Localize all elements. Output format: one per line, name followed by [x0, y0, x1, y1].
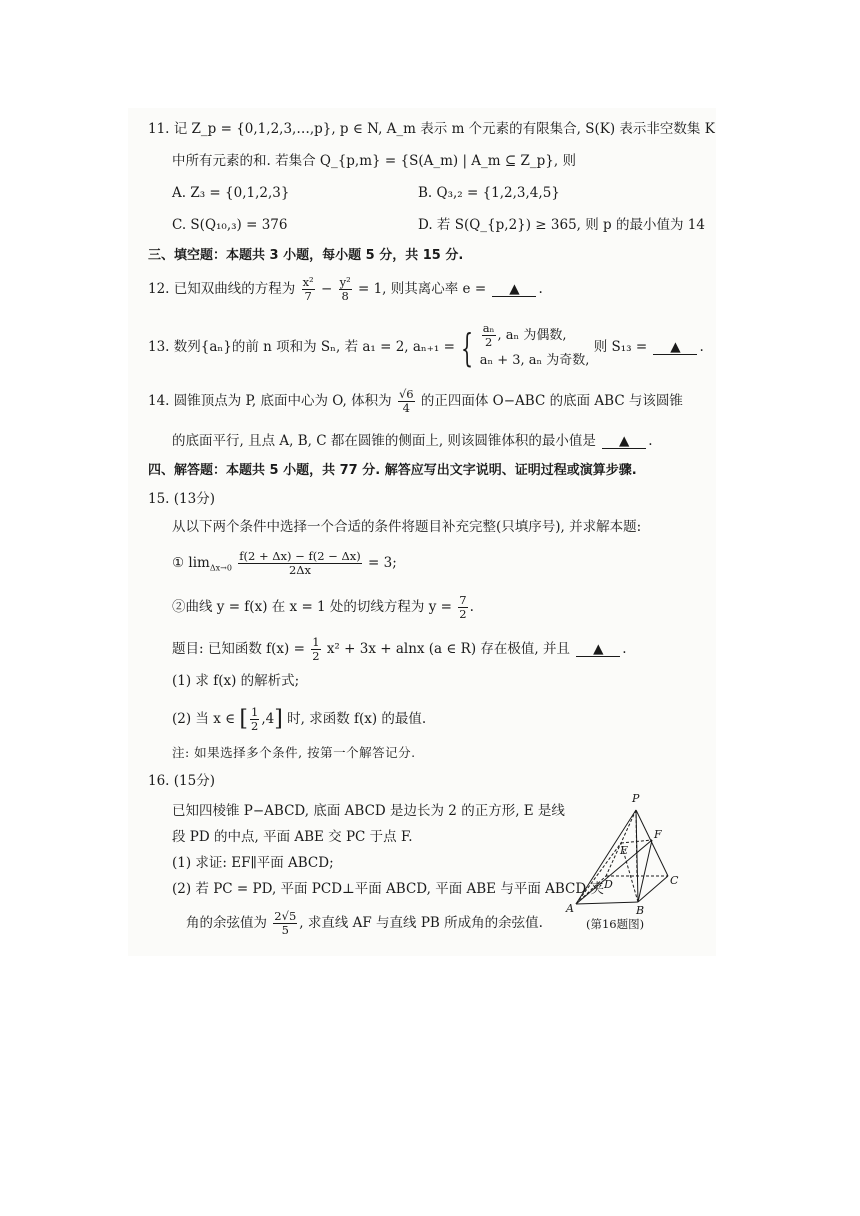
q13-case-odd: aₙ + 3, aₙ 为奇数,: [479, 353, 590, 368]
q14-fraction-num: √6: [398, 387, 414, 401]
label-C: C: [670, 874, 679, 887]
q13-case-even-text: , aₙ 为偶数,: [497, 328, 567, 343]
q15-c2-num: 7: [459, 593, 467, 607]
q15-c2-post: .: [469, 599, 474, 615]
q15-c2-den: 2: [459, 607, 467, 621]
q16-line2: 段 PD 的中点, 平面 ABE 交 PC 于点 F.: [172, 829, 413, 845]
q15-condition-1: [172, 550, 397, 578]
q11-line2: 中所有元素的和. 若集合 Q_{p,m} = {S(A_m) | A_m ⊆ Z_p}, 则: [172, 153, 576, 169]
edge-AE: [576, 843, 621, 904]
section-4-heading: 四、解答题：本题共 5 小题，共 77 分. 解答应写出文字说明、证明过程或演算步骤.: [148, 463, 637, 478]
q13-text-after: 则 S₁₃ =: [593, 339, 648, 355]
q13-case-fraction-num: aₙ: [482, 321, 495, 335]
q16-fraction-den: 5: [281, 923, 289, 937]
q13-brace: {: [461, 325, 474, 370]
q15-p2-den: 2: [251, 719, 259, 733]
q13-period: .: [699, 339, 704, 355]
q12-fraction-y: [339, 276, 352, 303]
label-F: F: [654, 828, 662, 841]
q12-minus: −: [316, 281, 337, 297]
q12-fraction-x-num: x²: [302, 275, 314, 289]
q15-condition-1-fraction: [238, 550, 362, 577]
q16-l5-text: 角的余弦值为: [186, 915, 267, 931]
q13-case-fraction: [482, 322, 496, 349]
label-D: D: [604, 878, 613, 891]
edge-PC: [636, 810, 668, 876]
q15-c2-text: ②曲线 y = f(x) 在 x = 1 处的切线方程为 y =: [172, 599, 452, 615]
q15-heading: 15. (13分): [148, 491, 215, 507]
q15-p2-text-after: 时, 求函数 f(x) 的最值.: [287, 711, 427, 727]
q13-case-fraction-den: 2: [484, 335, 493, 349]
q15-period: .: [622, 641, 627, 657]
label-E: E: [620, 844, 629, 857]
label-P: P: [632, 792, 640, 805]
q12-period: .: [538, 281, 543, 297]
edge-AF: [576, 840, 652, 904]
q16-fraction: [273, 910, 297, 937]
q12-text: 12. 已知双曲线的方程为: [148, 281, 296, 297]
q11-option-c: C. S(Q₁₀,₃) = 376: [172, 217, 288, 233]
q11-option-b: B. Q₃,₂ = {1,2,3,4,5}: [418, 185, 560, 201]
q13-answer-blank: ▲: [653, 340, 697, 355]
q14-text-after: 的正四面体 O−ABC 的底面 ABC 与该圆锥: [420, 393, 683, 409]
q15-part-2: [172, 706, 426, 733]
label-A: A: [566, 902, 574, 915]
q13-text: 13. 数列{aₙ}的前 n 项和为 Sₙ, 若 a₁ = 2, aₙ₊₁ =: [148, 339, 455, 355]
q14-line2: [172, 432, 653, 450]
q14-fraction-den: 4: [402, 401, 410, 415]
q15-lim-sub: Δx→0: [209, 563, 232, 573]
q16-l5-text-after: , 求直线 AF 与直线 PB 所成角的余弦值.: [299, 915, 543, 931]
q11-option-d: D. 若 S(Q_{p,2}) ≥ 365, 则 p 的最小值为 14: [418, 217, 705, 233]
q15-lim: ① lim: [172, 555, 210, 571]
q14-text: 14. 圆锥顶点为 P, 底面中心为 O, 体积为: [148, 393, 392, 409]
q14-answer-blank: ▲: [602, 434, 646, 449]
q16-fraction-num: 2√5: [274, 909, 297, 923]
q14-line2-text: 的底面平行, 且点 A, B, C 都在圆锥的侧面上, 则该圆锥体积的最小值是: [172, 433, 596, 449]
q15-right-bracket: ]: [274, 706, 283, 732]
q15-condition-2-fraction: [458, 594, 467, 621]
q14-period: .: [648, 433, 653, 449]
edge-BF: [638, 840, 652, 902]
q15-topic-text-after: x² + 3x + alnx (a ∈ R) 存在极值, 并且: [326, 641, 570, 657]
q15-topic-fraction: [311, 636, 320, 663]
q11-line1: 11. 记 Z_p = {0,1,2,3,…,p}, p ∈ N, A_m 表示 m 个元素的有限集合, S(K) 表示非空数集 K: [148, 121, 715, 137]
q15-answer-blank: ▲: [576, 642, 620, 657]
q12-fraction-x-den: 7: [304, 289, 312, 303]
q14-line1: [148, 388, 683, 415]
edge-AB: [576, 902, 638, 904]
q15-intro: 从以下两个条件中选择一个合适的条件将题目补充完整(只填序号), 并求解本题:: [172, 519, 642, 535]
q15-p2-mid: ,4: [261, 711, 275, 727]
q14-fraction: [398, 388, 415, 415]
q12-fraction-y-den: 8: [341, 289, 349, 303]
q13-line: [148, 322, 704, 373]
q15-c1-post: = 3;: [368, 555, 397, 571]
q16-line1: 已知四棱锥 P−ABCD, 底面 ABCD 是边长为 2 的正方形, E 是线: [172, 803, 565, 819]
q16-heading: 16. (15分): [148, 773, 215, 789]
pyramid-diagram: [560, 788, 710, 918]
q16-part-1: (1) 求证: EF∥平面 ABCD;: [172, 855, 334, 871]
label-B: B: [636, 904, 645, 917]
q15-note: 注: 如果选择多个条件, 按第一个解答记分.: [172, 745, 416, 760]
q15-left-bracket: [: [239, 706, 248, 732]
q15-topic-num: 1: [312, 635, 320, 649]
q15-condition-2: [172, 594, 474, 621]
figure-caption: (第16题图): [586, 917, 645, 931]
q11-option-a: A. Z₃ = {0,1,2,3}: [172, 185, 290, 201]
q15-topic-den: 2: [312, 649, 320, 663]
q12-text-after: = 1, 则其离心率 e =: [357, 281, 487, 297]
q12-line: [148, 276, 543, 303]
q15-topic-text: 题目: 已知函数 f(x) =: [172, 641, 305, 657]
q13-case-even: [480, 322, 590, 349]
section-3-heading: 三、填空题：本题共 3 小题，每小题 5 分，共 15 分.: [148, 248, 464, 263]
q12-fraction-y-num: y²: [339, 275, 351, 289]
q12-answer-blank: ▲: [492, 282, 536, 297]
q15-c1-num: f(2 + Δx) − f(2 − Δx): [239, 549, 361, 563]
q15-p2-num: 1: [251, 705, 259, 719]
q12-fraction-x: [302, 276, 315, 303]
q15-p2-text: (2) 当 x ∈: [172, 711, 236, 727]
q16-line5: [186, 910, 543, 937]
q15-c1-den: 2Δx: [288, 563, 312, 577]
q16-part-2: (2) 若 PC = PD, 平面 PCD⊥平面 ABCD, 平面 ABE 与平面 ABCD 夹: [172, 881, 604, 897]
q13-cases: [480, 322, 590, 373]
q15-topic: [172, 636, 627, 663]
q15-part-1: (1) 求 f(x) 的解析式;: [172, 673, 300, 689]
q15-p2-fraction: [250, 706, 259, 733]
